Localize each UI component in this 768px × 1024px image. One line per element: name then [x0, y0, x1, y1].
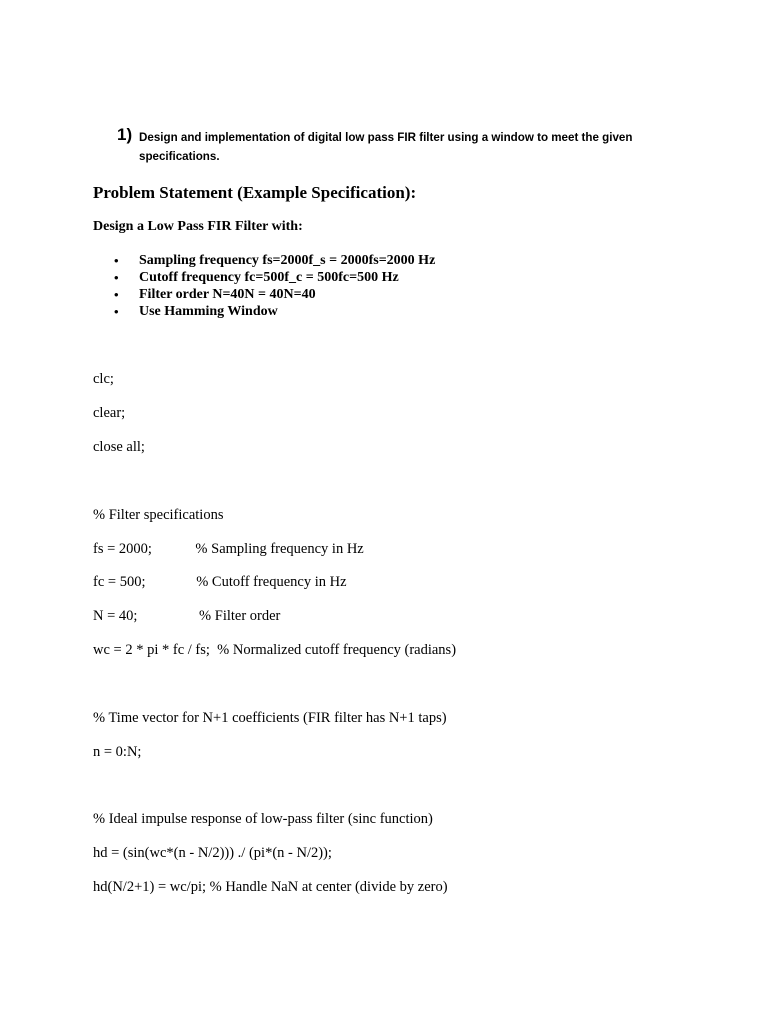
- code-comment-impulse-response: % Ideal impulse response of low-pass filter (sinc function): [93, 811, 433, 827]
- spec-item-text: Filter order N=40N = 40N=40: [139, 287, 316, 302]
- bullet-icon: •: [114, 287, 119, 302]
- design-subheading: Design a Low Pass FIR Filter with:: [93, 219, 303, 234]
- code-comment-time-vector: % Time vector for N+1 coefficients (FIR filter has N+1 taps): [93, 710, 447, 726]
- spec-item-cutoff-frequency: [110, 269, 435, 286]
- specification-list: [110, 252, 435, 320]
- code-line-fs: fs = 2000; % Sampling frequency in Hz: [93, 541, 364, 557]
- question-number: 1): [117, 125, 133, 144]
- code-line-clear: clear;: [93, 405, 126, 421]
- code-line-n-vector: n = 0:N;: [93, 744, 142, 760]
- code-line-fc: fc = 500; % Cutoff frequency in Hz: [93, 574, 347, 590]
- spec-item-window: [110, 303, 435, 320]
- code-line-hd-center: hd(N/2+1) = wc/pi; % Handle NaN at center (divide by zero): [93, 879, 448, 895]
- code-comment-filter-specifications: % Filter specifications: [93, 507, 224, 523]
- code-line-wc: wc = 2 * pi * fc / fs; % Normalized cutoff frequency (radians): [93, 642, 457, 658]
- code-line-clc: clc;: [93, 371, 114, 387]
- problem-statement-heading: Problem Statement (Example Specification):: [93, 183, 417, 202]
- bullet-icon: •: [114, 304, 119, 319]
- spec-item-text: Sampling frequency fs=2000f_s = 2000fs=2000 Hz: [139, 253, 436, 268]
- spec-item-sampling-frequency: [110, 252, 435, 269]
- bullet-icon: •: [114, 253, 119, 268]
- spec-item-text: Use Hamming Window: [139, 304, 278, 319]
- spec-item-text: Cutoff frequency fc=500f_c = 500fc=500 Hz: [139, 270, 399, 285]
- spec-item-filter-order: [110, 286, 435, 303]
- code-line-close-all: close all;: [93, 439, 145, 455]
- code-line-n: N = 40; % Filter order: [93, 608, 281, 624]
- question-text: Design and implementation of digital low pass FIR filter using a window to meet the given specifications.: [139, 131, 633, 163]
- bullet-icon: •: [114, 270, 119, 285]
- code-line-hd: hd = (sin(wc*(n - N/2))) ./ (pi*(n - N/2));: [93, 845, 332, 861]
